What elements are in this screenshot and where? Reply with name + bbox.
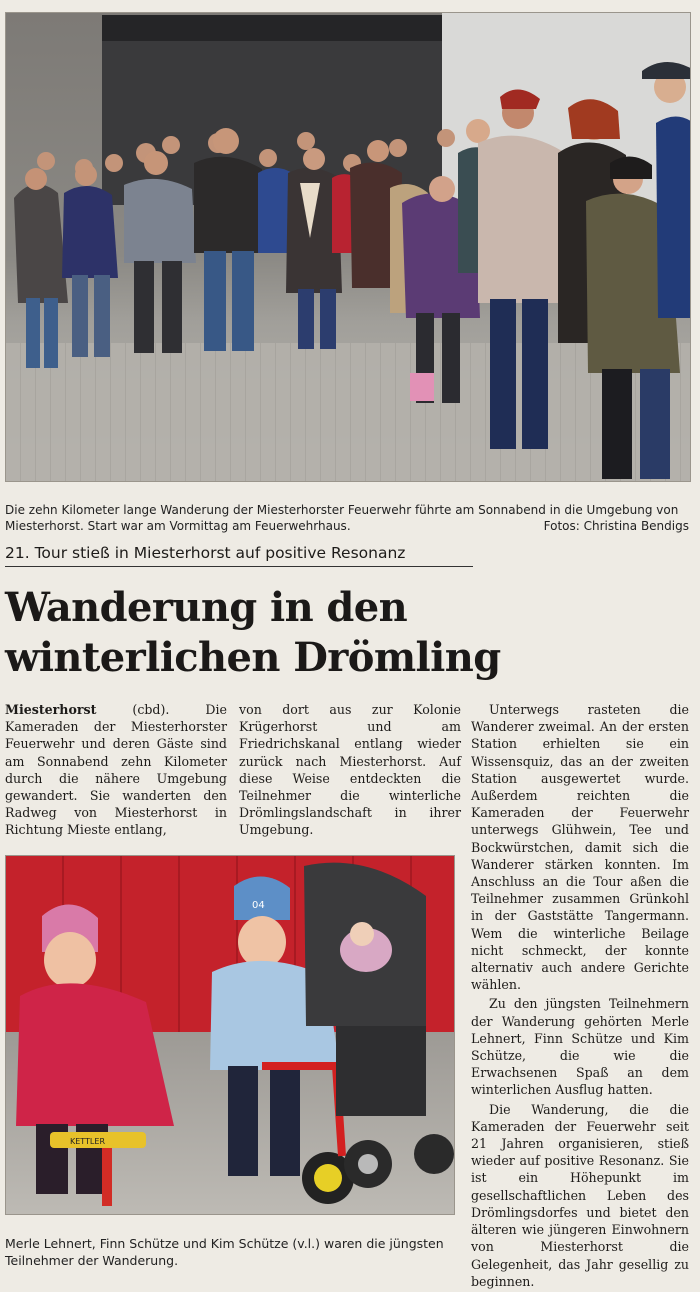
col2-paragraph: von dort aus zur Kolonie Krügerhorst und am Friedrichskanal entlang wieder zurück nach Miesterhorst. Auf diese Weise entdeckten die Teilnehmer die winterliche Drömlingslandschaft in ihrer Umgebung.	[239, 702, 461, 838]
headline-line-1: Wanderung in den	[5, 584, 408, 631]
photo-credit: Fotos: Christina Bendigs	[543, 519, 689, 533]
photo-caption-text: Die zehn Kilometer lange Wanderung der Miesterhorster Feuerwehr führte am Sonnabend in die Umgebung von Miesterhorst. Start war am Vormittag am Feuerwehrhaus.	[5, 503, 679, 533]
hat-number-label: 04	[252, 900, 265, 911]
headline-line-2: winterlichen Drömling	[5, 634, 501, 681]
bike-brand-label: KETTLER	[70, 1137, 106, 1146]
dateline: Miesterhorst	[5, 702, 97, 717]
col1-text: (cbd). Die Kameraden der Miesterhorster Feuerwehr und deren Gäste sind am Sonnabend zehn Kilometer durch die nähere Umgebung gewandert. Sie wanderten den Radweg von Miesterhorst in Richtung Mieste entlang,	[5, 702, 227, 838]
lead-paragraph	[5, 701, 227, 839]
hikers-illustration	[6, 13, 690, 481]
group-photo	[5, 12, 691, 482]
children-photo	[5, 855, 455, 1215]
article-column-3	[471, 701, 689, 1292]
article-column-1	[5, 701, 227, 841]
col3-paragraph-1: Unterwegs rasteten die Wanderer zweimal. An der ersten Station erhielten sie ein Wissensquiz, das an der zweiten Station ausgewertet wurde. Außerdem reichten die Kameraden der Feuerwehr unterwegs Glühwein, Tee und Bockwürstchen, damit sich die Wanderer stärken konnten. Im Anschluss an die Tour aßen die Teilnehmer zusammen Grünkohl in der Gaststätte Tangermann. Wem die winterliche Beilage nicht schmeckt, der konnte alternativ auch andere Gerichte wählen.	[471, 702, 689, 993]
children-illustration	[6, 856, 454, 1214]
col3-paragraph-2: Zu den jüngsten Teilnehmern der Wanderung gehörten Merle Lehnert, Finn Schütze und Kim Schütze, die wie die Erwachsenen Spaß an dem winterlichen Ausflug hatten.	[471, 996, 689, 1098]
article-column-2	[239, 701, 461, 841]
kicker: 21. Tour stieß in Miesterhorst auf positive Resonanz	[5, 544, 473, 567]
headline	[5, 583, 605, 683]
bottom-photo-caption: Merle Lehnert, Finn Schütze und Kim Schütze (v.l.) waren die jüngsten Teilnehmer der Wanderung.	[5, 1236, 444, 1268]
top-photo-caption	[5, 502, 689, 534]
col3-paragraph-3: Die Wanderung, die die Kameraden der Feuerwehr seit 21 Jahren organisieren, stieß wieder auf positive Resonanz. Sie ist ein Höhepunkt im gesellschaftlichen Leben des Drömlingsdorfes und bietet den älteren wie jüngeren Einwohnern von Miesterhorst die Gelegenheit, das Jahr gesellig zu beginnen.	[471, 1101, 689, 1289]
